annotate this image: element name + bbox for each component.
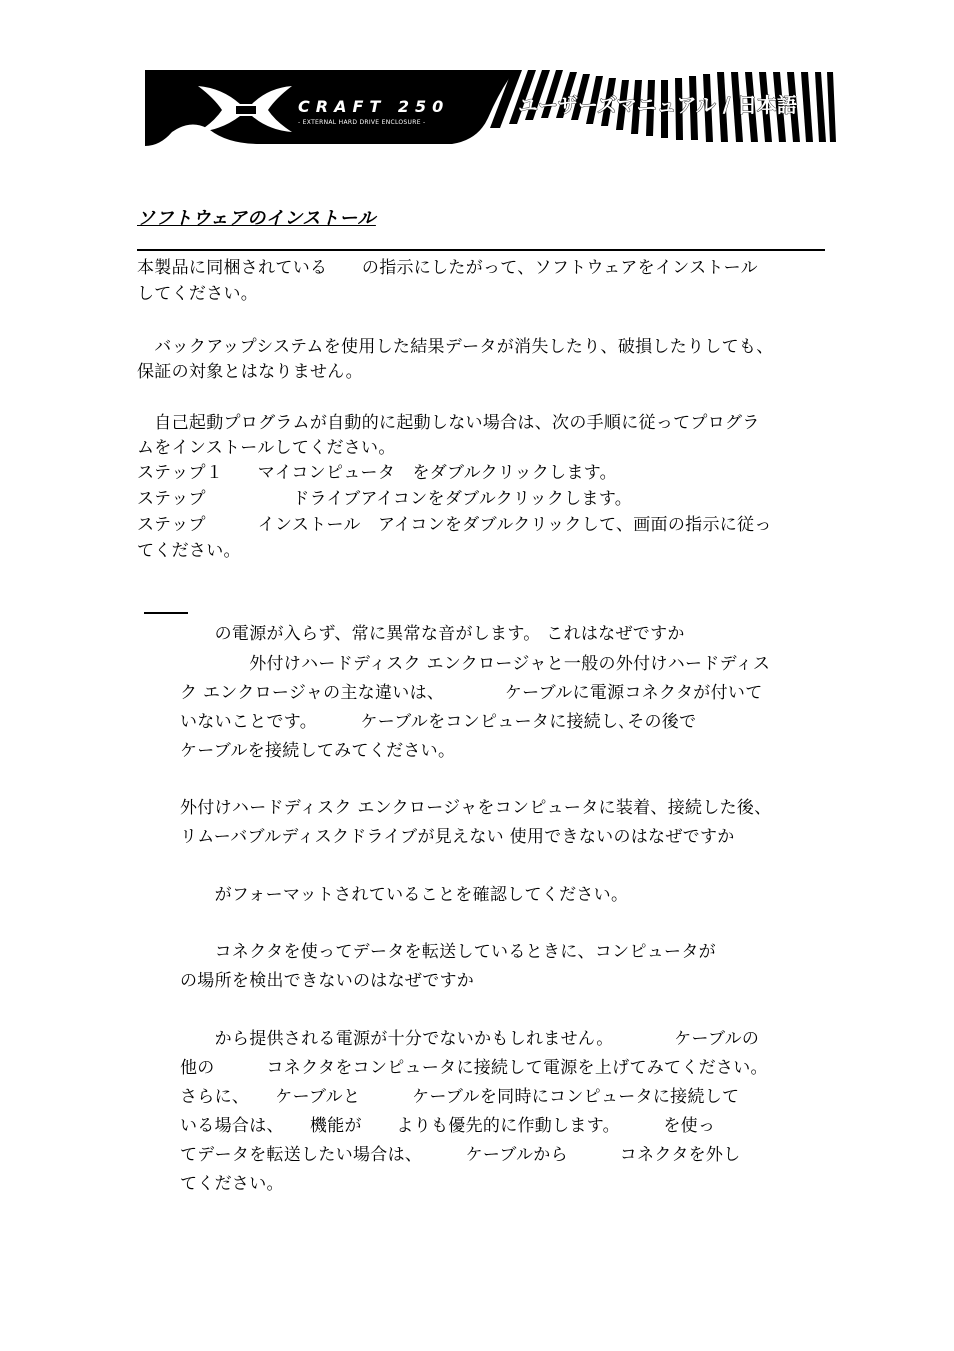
faq-line: ケーブルを接続してみてください。: [180, 741, 456, 761]
header-banner: [0, 0, 954, 160]
faq-line: の電源が入らず、常に異常な音がします。 これはなぜですか: [180, 624, 685, 644]
install-step: ステップ１ マイコンピュータ をダブルクリックします。: [137, 463, 617, 483]
faq-line: 外付けハードディスク エンクロージャをコンピュータに装着、接続した後、: [180, 798, 772, 818]
faq-divider: [144, 612, 188, 614]
logo-text: CRAFT 250: [298, 97, 450, 116]
logo-subtext: - EXTERNAL HARD DRIVE ENCLOSURE -: [298, 119, 426, 126]
faq-line: いる場合は、 機能が よりも優先的に作動します。 を使っ: [180, 1116, 716, 1136]
autorun-paragraph-line: 自己起動プログラムが自動的に起動しない場合は、次の手順に従ってプログラ: [137, 413, 760, 433]
faq-line: いないことです。 ケーブルをコンピュータに接続し､その後で: [180, 712, 697, 732]
faq-line: てください。: [180, 1174, 284, 1194]
install-paragraph-line: してください。: [137, 284, 259, 304]
faq-line: から提供される電源が十分でないかもしれません。 ケーブルの: [180, 1029, 760, 1049]
faq-line: の場所を検出できないのはなぜですか: [180, 971, 475, 991]
section-divider: [137, 249, 825, 251]
faq-line: ク エンクロージャの主な違いは、 ケーブルに電源コネクタが付いて: [180, 683, 763, 703]
warning-paragraph-line: バックアップシステムを使用した結果データが消失したり、破損したりしても、: [137, 337, 774, 357]
faq-line: コネクタを使ってデータを転送しているときに、コンピュータが: [180, 942, 716, 962]
install-section-title: ソフトウェアのインストール: [137, 208, 376, 229]
manual-title: ユーザーズマニュアル / 日本語: [518, 93, 798, 117]
faq-line: がフォーマットされていることを確認してください。: [180, 885, 629, 905]
install-step: ステップ ドライブアイコンをダブルクリックします。: [137, 489, 633, 509]
faq-line: てデータを転送したい場合は、 ケーブルから コネクタを外し: [180, 1145, 741, 1165]
faq-line: 外付けハードディスク エンクロージャと一般の外付けハードディス: [180, 654, 771, 674]
warning-paragraph-line: 保証の対象とはなりません。: [137, 362, 363, 382]
install-paragraph-line: 本製品に同梱されている の指示にしたがって、ソフトウェアをインストール: [137, 258, 758, 278]
install-step: てください。: [137, 541, 241, 561]
install-step: ステップ インストール アイコンをダブルクリックして、画面の指示に従っ: [137, 515, 772, 535]
faq-line: 他の コネクタをコンピュータに接続して電源を上げてみてください。: [180, 1058, 768, 1078]
autorun-paragraph-line: ムをインストールしてください。: [137, 438, 396, 458]
faq-line: さらに、 ケーブルと ケーブルを同時にコンピュータに接続して: [180, 1087, 740, 1107]
faq-line: リムーバブルディスクドライブが見えない 使用できないのはなぜですか: [180, 827, 735, 847]
